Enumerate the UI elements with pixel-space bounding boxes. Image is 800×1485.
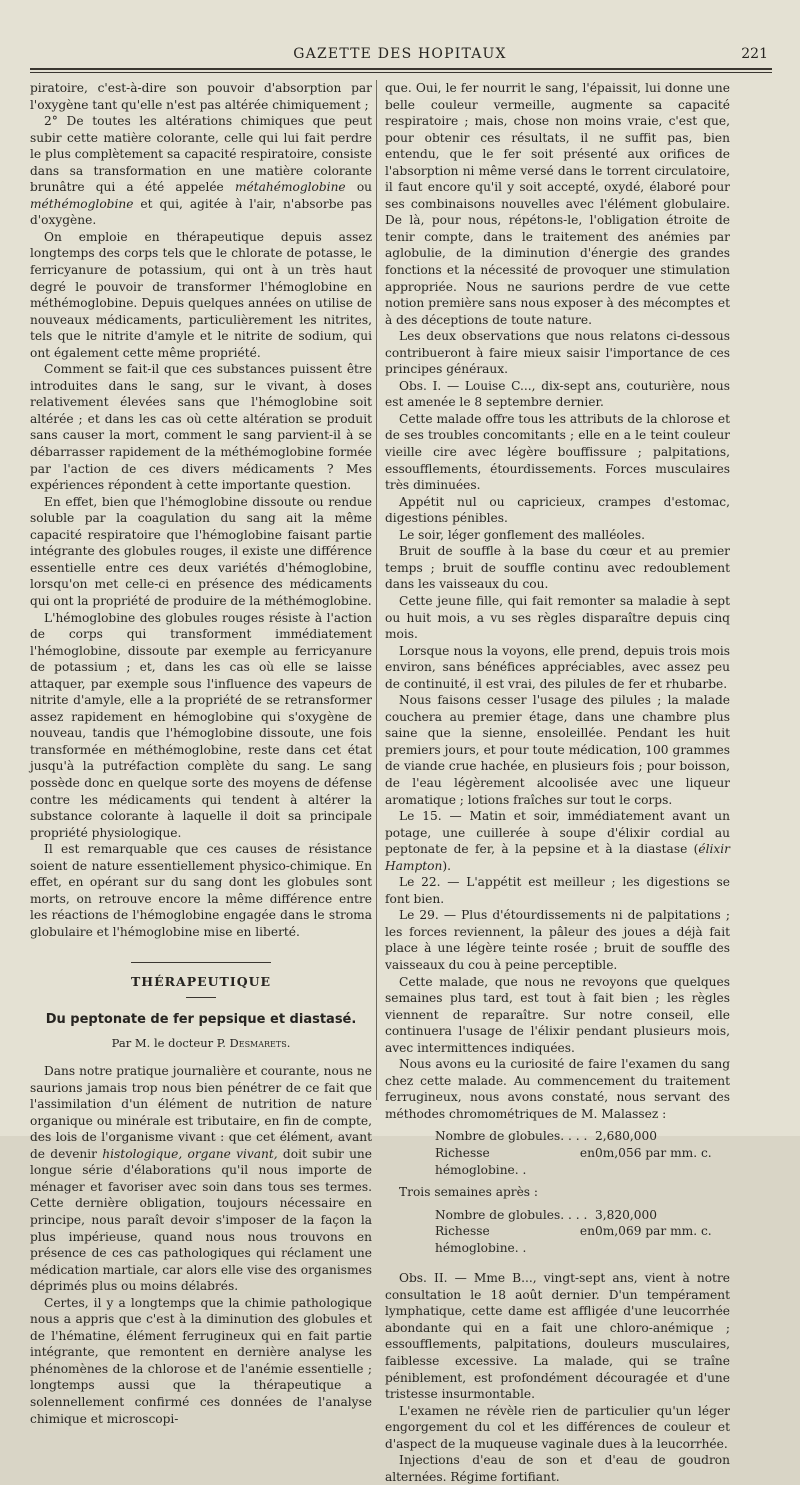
article-title: Du peptonate de fer pepsique et diastasé. xyxy=(45,1011,357,1027)
paragraph: Cette malade, que nous ne revoyons que quelques semaines plus tard, est tout à fait bien ; les règles viennent de reparaître. Sur notre conseil, elle continuera l'usage de l'élixir pendant plusieurs mois, avec intermittences indiquées. xyxy=(385,974,730,1055)
paragraph: Le soir, léger gonflement des malléoles. xyxy=(399,527,645,542)
paragraph: Cette jeune fille, qui fait remonter sa maladie à sept ou huit mois, a vu ses règles disparaître depuis cinq mois. xyxy=(385,593,730,642)
paragraph: En effet, bien que l'hémoglobine dissoute ou rendue soluble par la coagulation du sang ait la même capacité respiratoire que l'hémoglobine faisant partie intégrante des globules rouges, il existe une différence essentielle entre ces deux variétés d'hémoglobine, lorsqu'on met celle-ci en présence des médicaments qui ont la propriété de produire de la méthémoglobine. xyxy=(30,494,372,608)
observation-heading: Obs. I. — Louise C..., dix-sept ans, couturière, nous est amenée le 8 septembre dernier. xyxy=(385,378,730,410)
page-number: 221 xyxy=(741,46,768,62)
paragraph: Le 29. — Plus d'étourdissements ni de palpitations ; les forces reviennent, la pâleur des joues a déjà fait place à une légère teinte rosée ; bruit de souffle des vaisseaux du cou à peine perceptible. xyxy=(385,908,730,972)
paragraph: Appétit nul ou capricieux, crampes d'estomac, digestions pénibles. xyxy=(385,494,730,526)
section-title: THÉRAPEUTIQUE xyxy=(130,974,272,990)
paragraph: Lorsque nous la voyons, elle prend, depuis trois mois environ, sans bénéfices appréciables, avec assez peu de continuité, il est vrai, des pilules de fer et rhubarbe. xyxy=(385,643,730,691)
running-title: GAZETTE DES HOPITAUX xyxy=(293,46,507,62)
paragraph: Trois semaines après : xyxy=(399,1185,539,1200)
paragraph: Dans notre pratique journalière et courante, nous ne saurions jamais trop nous bien pénétrer de ce fait que l'assimilation d'un élément de nutrition de nature organique ou minérale est tributaire, en fin de compte, des lois de l'organisme vivant : que cet élément, avant de devenir histologique, organe vivant, doit subir une longue série d'élaborations qu'il nous importe de ménager et favoriser avec soin dans tous ses termes. Cette dernière obligation, toujours nécessaire en principe, nous paraît devoir s'imposer de la façon la plus impérieuse, quand nous nous trouvons en présence de ces cas pathologiques qui réclament une médication martiale, car alors elle vise des organismes déprimés plus ou moins délabrés. xyxy=(30,1064,372,1294)
section-underline xyxy=(186,997,216,998)
paragraph: Le 15. — Matin et soir, immédiatement avant un potage, une cuillerée à soupe d'élixir cordial au peptonate de fer, à la pepsine et à la diastase (élixir Hampton). xyxy=(385,809,730,873)
paragraph: Nous faisons cesser l'usage des pilules ; la malade couchera au premier étage, dans une chambre plus saine que la sienne, ensoleillée. Pendant les huit premiers jours, et pour toute médication, 100 grammes de viande crue hachée, en plusieurs fois ; pour boisson, de l'eau légèrement alcoolisée avec une liqueur aromatique ; lotions fraîches sur tout le corps. xyxy=(385,693,730,807)
paragraph: Comment se fait-il que ces substances puissent être introduites dans le sang, sur le vivant, à doses relativement élevées sans que l'hémoglobine soit altérée ; et dans les cas où cette altération se produit sans causer la mort, comment le sang parvient-il à se débarrasser rapidement de la méthémoglobine formée par l'action de ces divers médicaments ? Mes expériences répondent à cette importante question. xyxy=(30,362,372,493)
paragraph: que. Oui, le fer nourrit le sang, l'épaissit, lui donne une belle couleur vermeille, augmente sa capacité respiratoire ; mais, chose non moins vraie, c'est que, pour obtenir ces résultats, il ne suffit pas, bien entendu, que le fer soit présenté aux orifices de l'absorption ni même versé dans le torrent circulatoire, il faut encore qu'il y soit accepté, oxydé, élaboré pour ses combinaisons nouvelles avec l'élément globulaire. De là, pour nous, répétons-le, l'obligation étroite de tenir compte, dans le traitement des anémies par aglobulie, de la diminution d'énergie des grandes fonctions et la nécessité de provoquer une stimulation appropriée. Nous ne saurions perdre de vue cette notion première sans nous exposer à des mécomptes et à des déceptions de toute nature. xyxy=(385,81,730,327)
paragraph: L'examen ne révèle rien de particulier qu'un léger engorgement du col et les différences de couleur et d'aspect de la muqueuse vaginale dues à la leucorrhée. xyxy=(385,1403,730,1451)
byline: Par M. le docteur P. Desmarets. xyxy=(111,1035,291,1050)
paragraph: piratoire, c'est-à-dire son pouvoir d'absorption par l'oxygène tant qu'elle n'est pas altérée chimiquement ; xyxy=(30,81,372,112)
section-separator xyxy=(30,954,372,964)
paragraph: L'hémoglobine des globules rouges résiste à l'action de corps qui transforment immédiatement l'hémoglobine, dissoute par exemple au ferricyanure de potassium ; et, dans les cas où elle se laisse attaquer, par exemple sous l'influence des vapeurs de nitrite d'amyle, elle a la propriété de se retransformer assez rapidement en hémoglobine qui s'oxygène de nouveau, tandis que l'hémoglobine dissoute, une fois transformée en méthémoglobine, reste dans cet état jusqu'à la putréfaction complète du sang. Le sang possède donc en quelque sorte des moyens de défense contre les médicaments qui tendent à altérer la substance colorante à laquelle il doit sa principale propriété physiologique. xyxy=(30,610,372,840)
column-divider xyxy=(376,80,377,1100)
paragraph: Certes, il y a longtemps que la chimie pathologique nous a appris que c'est à la diminution des globules et de l'hématine, élément ferrugineux qui en fait partie intégrante, que remontent en dernière analyse les phénomènes de la chlorose et de l'anémie essentielle ; longtemps aussi que la thérapeutique a solennellement confirmé ces données de l'analyse chimique et microscopi- xyxy=(30,1295,372,1426)
paragraph: Le 22. — L'appétit est meilleur ; les digestions se font bien. xyxy=(385,875,730,906)
right-column xyxy=(385,80,730,1485)
measurement-row: Richesse en hémoglobine. . 0m,069 par mm. c. xyxy=(435,1224,712,1255)
measurement-row: Nombre de globules. . . . 2,680,000 xyxy=(435,1129,658,1144)
paragraph: Bruit de souffle à la base du cœur et au premier temps ; bruit de souffle continu avec redoublement dans les vaisseaux du cou. xyxy=(385,544,730,592)
paragraph: Injections d'eau de son et d'eau de goudron alternées. Régime fortifiant. xyxy=(385,1453,730,1484)
paragraph: 2° De toutes les altérations chimiques que peut subir cette matière colorante, celle qui lui fait perdre le plus complètement sa capacité respiratoire, consiste dans sa transformation en une matière colorante brunâtre qui a été appelée métahémoglobine ou méthémoglobine et qui, agitée à l'air, n'absorbe pas d'oxygène. xyxy=(30,114,373,228)
paragraph: On emploie en thérapeutique depuis assez longtemps des corps tels que le chlorate de potasse, le ferricyanure de potassium, qui ont à un très haut degré le pouvoir de transformer l'hémoglobine en méthémoglobine. Depuis quelques années on utilise de nouveaux médicaments, particulièrement les nitrites, tels que le nitrite d'amyle et le nitrite de sodium, qui ont également cette même propriété. xyxy=(30,229,372,360)
paragraph: Les deux observations que nous relatons ci-dessous contribueront à faire mieux saisir l'importance de ces principes généraux. xyxy=(385,329,730,377)
paragraph: Cette malade offre tous les attributs de la chlorose et de ses troubles concomitants ; elle en a le teint couleur vieille cire avec légère bouffissure ; palpitations, essoufflements, étourdissements. Forces musculaires très diminuées. xyxy=(385,411,730,493)
page-header xyxy=(30,46,770,66)
paragraph: Nous avons eu la curiosité de faire l'examen du sang chez cette malade. Au commencement du traitement ferrugineux, nous avons constaté, nous servant des méthodes chromométriques de M. Malassez : xyxy=(385,1057,730,1121)
header-rule xyxy=(30,68,772,73)
blood-measurements-after xyxy=(385,1207,730,1257)
paragraph: Il est remarquable que ces causes de résistance soient de nature essentiellement physico-chimique. En effet, en opérant sur du sang dont les globules sont morts, on retrouve encore la même différence entre les réactions de l'hémoglobine engagée dans le stroma globulaire et l'hémoglobine mise en liberté. xyxy=(30,842,372,939)
measurement-row: Richesse en hémoglobine. . 0m,056 par mm. c. xyxy=(435,1146,712,1177)
measurement-row: Nombre de globules. . . . 3,820,000 xyxy=(435,1207,658,1222)
observation-heading: Obs. II. — Mme B..., vingt-sept ans, vient à notre consultation le 18 août dernier. D'un tempérament lymphatique, cette dame est affligée d'une leucorrhée abondante qui en a fait une chloro-anémique ; essoufflements, palpitations, douleurs musculaires, faiblesse excessive. La malade, qui se traîne péniblement, est profondément découragée et d'une tristesse insurmontable. xyxy=(385,1271,730,1402)
left-column xyxy=(30,80,372,1427)
